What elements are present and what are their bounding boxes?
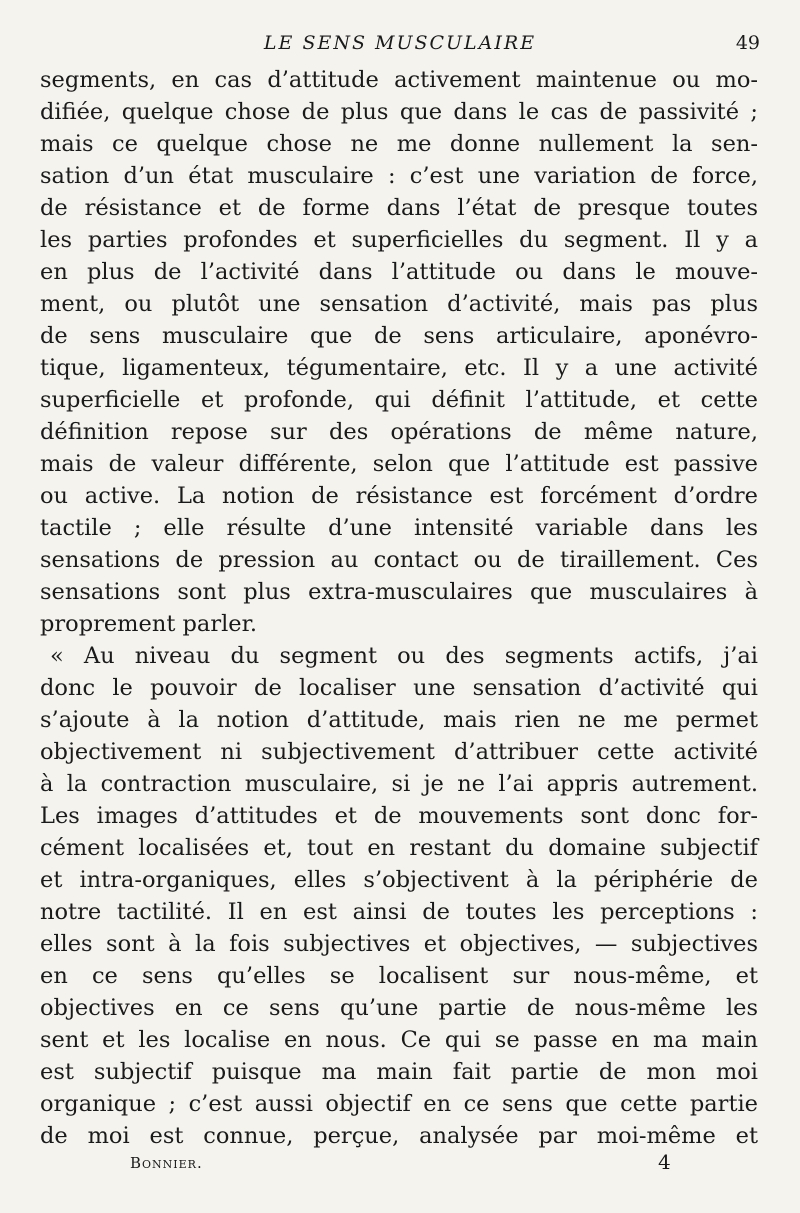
text-line: Les images d’attitudes et de mouvements sont donc for- bbox=[40, 803, 758, 829]
text-line: sation d’un état musculaire : c’est une variation de force, bbox=[40, 163, 758, 189]
running-head bbox=[40, 28, 760, 58]
text-line: et intra-organiques, elles s’objectivent à la périphérie de bbox=[40, 867, 758, 893]
text-line: organique ; c’est aussi objectif en ce sens que cette partie bbox=[40, 1091, 758, 1117]
text-line: définition repose sur des opérations de même nature, bbox=[40, 419, 758, 445]
signature-mark: 4 bbox=[658, 1150, 671, 1174]
text-line: segments, en cas d’attitude activement maintenue ou mo- bbox=[40, 67, 758, 93]
text-line: en plus de l’activité dans l’attitude ou dans le mouve- bbox=[40, 259, 758, 285]
text-line: de moi est connue, perçue, analysée par moi-même et bbox=[40, 1123, 758, 1149]
body-text bbox=[40, 64, 758, 1152]
text-line: les parties profondes et superficielles du segment. Il y a bbox=[40, 227, 758, 253]
paragraph-last-line: proprement parler. bbox=[40, 611, 258, 637]
text-line: sent et les localise en nous. Ce qui se passe en ma main bbox=[40, 1027, 758, 1053]
text-line: elles sont à la fois subjectives et objectives, — subjectives bbox=[40, 931, 758, 957]
text-line: ment, ou plutôt une sensation d’activité, mais pas plus bbox=[40, 291, 758, 317]
text-line: notre tactilité. Il en est ainsi de toutes les perceptions : bbox=[40, 899, 758, 925]
text-line: mais de valeur différente, selon que l’attitude est passive bbox=[40, 451, 758, 477]
text-line: mais ce quelque chose ne me donne nullement la sen- bbox=[40, 131, 758, 157]
text-line: de résistance et de forme dans l’état de presque toutes bbox=[40, 195, 758, 221]
text-line: superficielle et profonde, qui définit l’attitude, et cette bbox=[40, 387, 758, 413]
page-footer bbox=[130, 1150, 690, 1180]
text-line: tactile ; elle résulte d’une intensité variable dans les bbox=[40, 515, 758, 541]
paragraph-first-line: « Au niveau du segment ou des segments actifs, j’ai bbox=[50, 643, 758, 669]
text-line: ou active. La notion de résistance est forcément d’ordre bbox=[40, 483, 758, 509]
text-line: s’ajoute à la notion d’attitude, mais rien ne me permet bbox=[40, 707, 758, 733]
text-line: en ce sens qu’elles se localisent sur nous-même, et bbox=[40, 963, 758, 989]
running-title: LE SENS MUSCULAIRE bbox=[263, 32, 537, 54]
text-line: sensations sont plus extra-musculaires que musculaires à bbox=[40, 579, 758, 605]
text-line: difiée, quelque chose de plus que dans le cas de passivité ; bbox=[40, 99, 758, 125]
text-line: cément localisées et, tout en restant du domaine subjectif bbox=[40, 835, 758, 861]
footer-author: Bonnier. bbox=[130, 1154, 203, 1172]
text-line: à la contraction musculaire, si je ne l’ai appris autrement. bbox=[40, 771, 758, 797]
page-number: 49 bbox=[735, 32, 760, 54]
text-line: est subjectif puisque ma main fait partie de mon moi bbox=[40, 1059, 758, 1085]
text-line: objectives en ce sens qu’une partie de nous-même les bbox=[40, 995, 758, 1021]
text-line: de sens musculaire que de sens articulaire, aponévro- bbox=[40, 323, 758, 349]
text-line: tique, ligamenteux, tégumentaire, etc. Il y a une activité bbox=[40, 355, 758, 381]
text-line: donc le pouvoir de localiser une sensation d’activité qui bbox=[40, 675, 758, 701]
text-line: objectivement ni subjectivement d’attribuer cette activité bbox=[40, 739, 758, 765]
text-line: sensations de pression au contact ou de tiraillement. Ces bbox=[40, 547, 758, 573]
